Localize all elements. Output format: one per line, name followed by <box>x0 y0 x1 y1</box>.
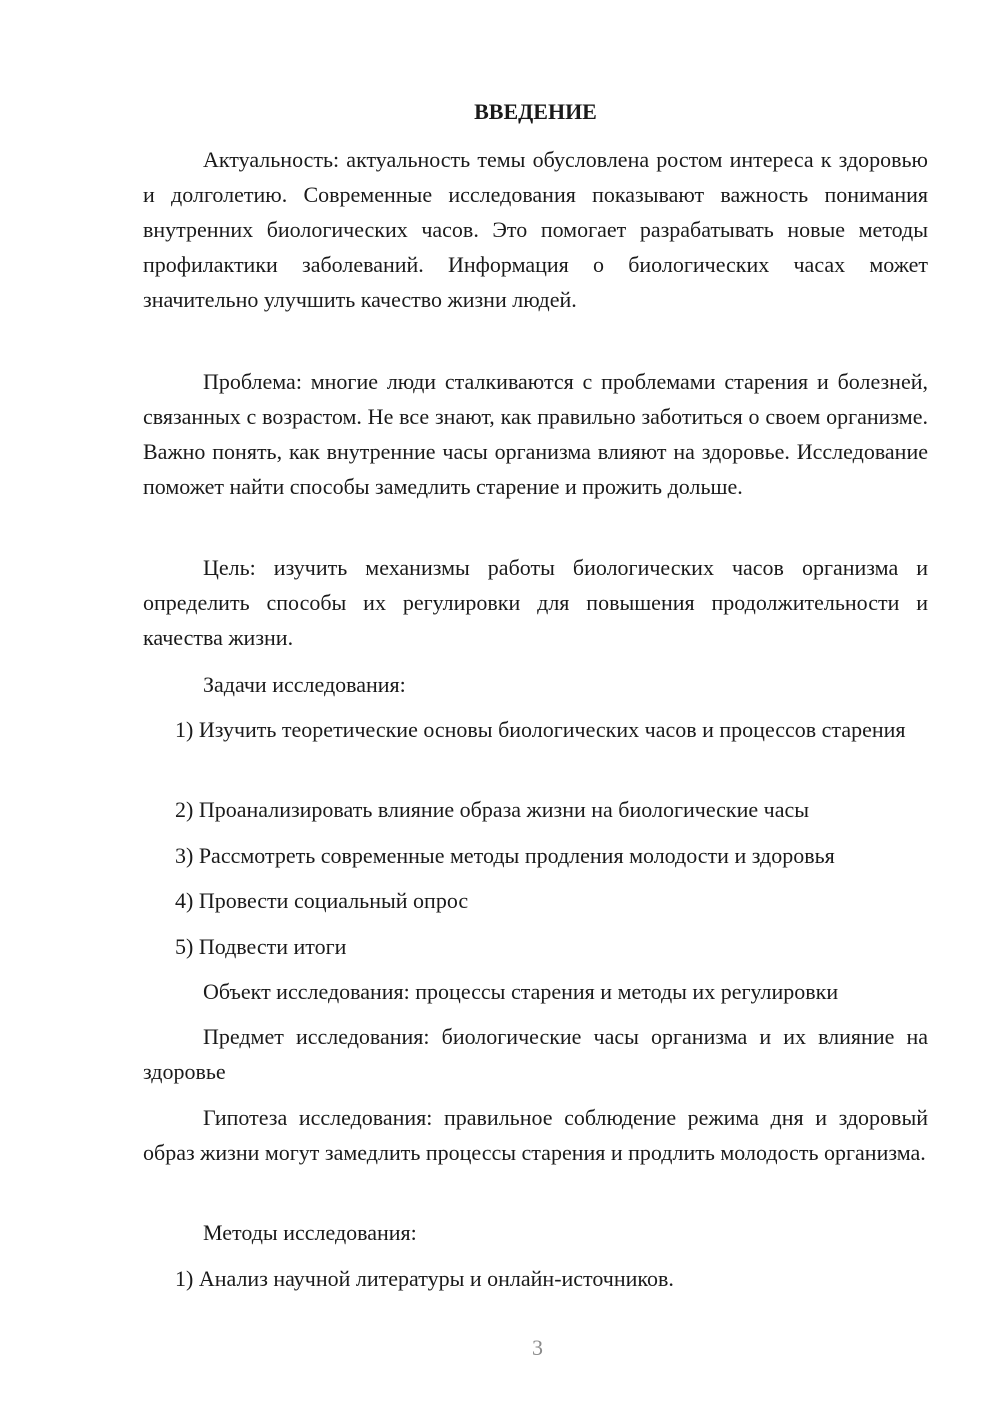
task-item-1: 1) Изучить теоретические основы биологических часов и процессов старения <box>175 717 906 742</box>
relevance-paragraph: Актуальность: актуальность темы обусловлена ростом интереса к здоровью и долголетию. Современные исследования показывают важность понимания внутренних биологических часов. Это помогает разрабатывать новые методы профилактики заболеваний. Информация о биологических часах может значительно улучшить качество жизни людей. <box>143 147 928 312</box>
goal-paragraph: Цель: изучить механизмы работы биологических часов организма и определить способы их регулировки для повышения продолжительности и качества жизни. <box>143 555 928 650</box>
hypothesis-paragraph: Гипотеза исследования: правильное соблюдение режима дня и здоровый образ жизни могут замедлить процессы старения и продлить молодость организма. <box>143 1105 928 1165</box>
object-paragraph: Объект исследования: процессы старения и методы их регулировки <box>203 979 839 1004</box>
task-item-4: 4) Провести социальный опрос <box>175 888 469 913</box>
task-item-5: 5) Подвести итоги <box>175 934 347 959</box>
tasks-heading: Задачи исследования: <box>203 672 406 697</box>
page-number: 3 <box>532 1335 543 1360</box>
page-title: ВВЕДЕНИЕ <box>474 99 597 124</box>
task-item-2: 2) Проанализировать влияние образа жизни на биологические часы <box>175 797 810 822</box>
task-item-3: 3) Рассмотреть современные методы продления молодости и здоровья <box>175 843 835 868</box>
methods-heading: Методы исследования: <box>203 1220 417 1245</box>
method-item-1: 1) Анализ научной литературы и онлайн-источников. <box>175 1266 674 1291</box>
subject-paragraph: Предмет исследования: биологические часы организма и их влияние на здоровье <box>143 1024 928 1084</box>
problem-paragraph: Проблема: многие люди сталкиваются с проблемами старения и болезней, связанных с возрастом. Не все знают, как правильно заботиться о своем организме. Важно понять, как внутренние часы организма влияют на здоровье. Исследование поможет найти способы замедлить старение и прожить дольше. <box>143 369 928 499</box>
